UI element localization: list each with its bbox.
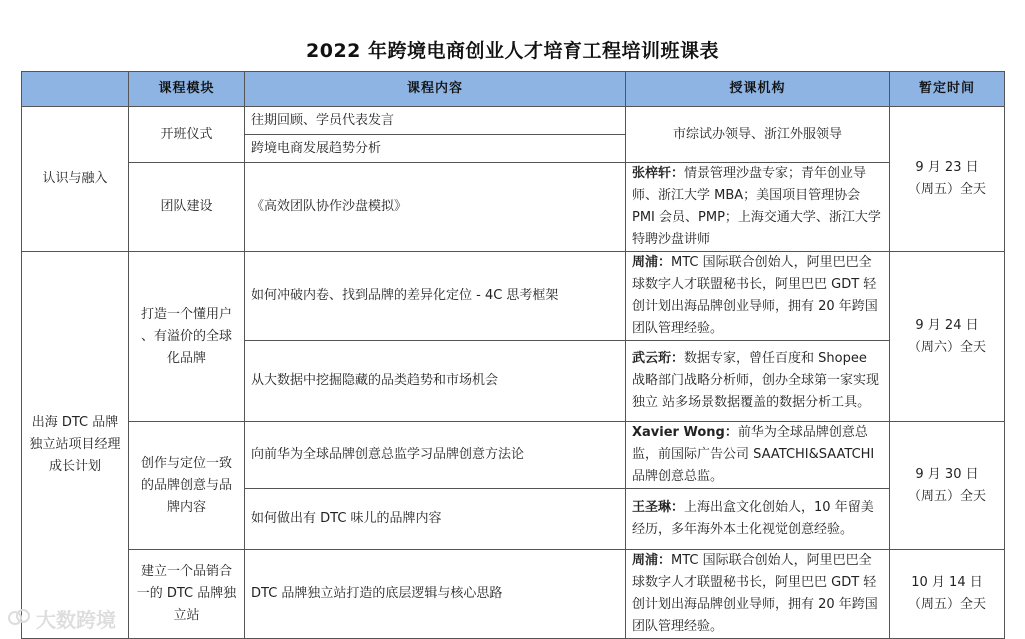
content-cell: 往期回顾、学员代表发言: [245, 107, 626, 135]
weekday-text: （周六）全天: [907, 339, 986, 355]
header-content: 课程内容: [245, 72, 626, 107]
institution-cell: [626, 163, 890, 252]
instructor-desc: MTC 国际联合创始人，阿里巴巴全球数字人才联盟秘书长，阿里巴巴 GDT 轻创计划出海品牌创业导师，拥有 20 年跨国团队管理经验。: [632, 553, 878, 634]
instructor-desc: 情景管理沙盘专家；青年创业导师、浙江大学 MBA；美国项目管理协会 PMI 会员、PMP；上海交通大学、浙江大学特聘沙盘讲师: [632, 166, 881, 247]
institution-cell: [626, 550, 890, 639]
module-cell: 打造一个懂用户 、有溢价的全球化品牌: [129, 252, 245, 422]
section-cell: 认识与融入: [22, 107, 129, 252]
table-row: [22, 107, 1005, 135]
instructor-name: 武云珩：: [632, 351, 685, 366]
table-row: [22, 550, 1005, 639]
table-row: [22, 422, 1005, 489]
weekday-text: （周五）全天: [907, 488, 986, 504]
module-cell: 创作与定位一致的品牌创意与品牌内容: [129, 422, 245, 550]
instructor-desc: 数据专家，曾任百度和 Shopee 战略部门战略分析师，创办全球第一家实现独立 站多场景数据覆盖的数据分析工具。: [632, 351, 880, 410]
instructor-desc: MTC 国际联合创始人，阿里巴巴全球数字人才联盟秘书长，阿里巴巴 GDT 轻创计划出海品牌创业导师，拥有 20 年跨国团队管理经验。: [632, 255, 878, 336]
institution-cell: [626, 489, 890, 550]
module-cell: 团队建设: [129, 163, 245, 252]
module-cell: 开班仪式: [129, 107, 245, 163]
instructor-name: Xavier Wong：: [632, 425, 738, 440]
header-institution: 授课机构: [626, 72, 890, 107]
date-text: 10 月 14 日: [911, 575, 983, 590]
page-title: 2022 年跨境电商创业人才培育工程培训班课表: [306, 40, 719, 62]
date-text: 9 月 23 日: [915, 160, 979, 175]
date-cell: [890, 252, 1005, 422]
instructor-name: 周浦：: [632, 255, 672, 270]
content-cell: 向前华为全球品牌创意总监学习品牌创意方法论: [245, 422, 626, 489]
instructor-name: 张梓轩：: [632, 166, 685, 181]
institution-desc: 市综试办领导、浙江外服领导: [672, 126, 842, 142]
table-row: [22, 163, 1005, 252]
date-text: 9 月 24 日: [915, 317, 979, 333]
content-cell: 从大数据中挖掘隐藏的品类趋势和市场机会: [245, 341, 626, 422]
header-module: 课程模块: [129, 72, 245, 107]
date-cell: [890, 107, 1005, 252]
content-cell: DTC 品牌独立站打造的底层逻辑与核心思路: [245, 550, 626, 639]
institution-cell: [626, 422, 890, 489]
institution-cell: [626, 341, 890, 422]
schedule-table: [21, 71, 1005, 639]
brand-logo-icon: [8, 609, 30, 627]
content-cell: 跨境电商发展趋势分析: [245, 135, 626, 163]
header-empty: [22, 72, 129, 107]
weekday-text: （周五）全天: [907, 597, 986, 612]
instructor-name: 周浦：: [632, 553, 672, 568]
section-cell: 出海 DTC 品牌独立站项目经理成长计划: [22, 252, 129, 639]
instructor-desc: 上海出盒文化创始人，10 年留美经历，多年海外本土化视觉创意经验。: [632, 500, 874, 537]
instructor-name: 王圣琳：: [632, 500, 685, 515]
watermark-text: 大数跨境: [36, 607, 116, 632]
header-time: 暂定时间: [890, 72, 1005, 107]
instructor-desc: 前华为全球品牌创意总监，前国际广告公司 SAATCHI&SAATCHI 品牌创意总监。: [632, 425, 875, 484]
watermark: [8, 606, 116, 630]
table-header-row: [22, 72, 1005, 107]
date-cell: [890, 422, 1005, 550]
content-cell: 《高效团队协作沙盘模拟》: [245, 163, 626, 252]
content-cell: 如何做出有 DTC 味儿的品牌内容: [245, 489, 626, 550]
content-cell: 如何冲破内卷、找到品牌的差异化定位 - 4C 思考框架: [245, 252, 626, 341]
weekday-text: （周五）全天: [907, 182, 986, 197]
module-cell: 建立一个品销合一的 DTC 品牌独立站: [129, 550, 245, 639]
institution-cell: [626, 252, 890, 341]
table-row: [22, 252, 1005, 341]
date-cell: [890, 550, 1005, 639]
date-text: 9 月 30 日: [915, 466, 979, 482]
institution-cell: [626, 107, 890, 163]
